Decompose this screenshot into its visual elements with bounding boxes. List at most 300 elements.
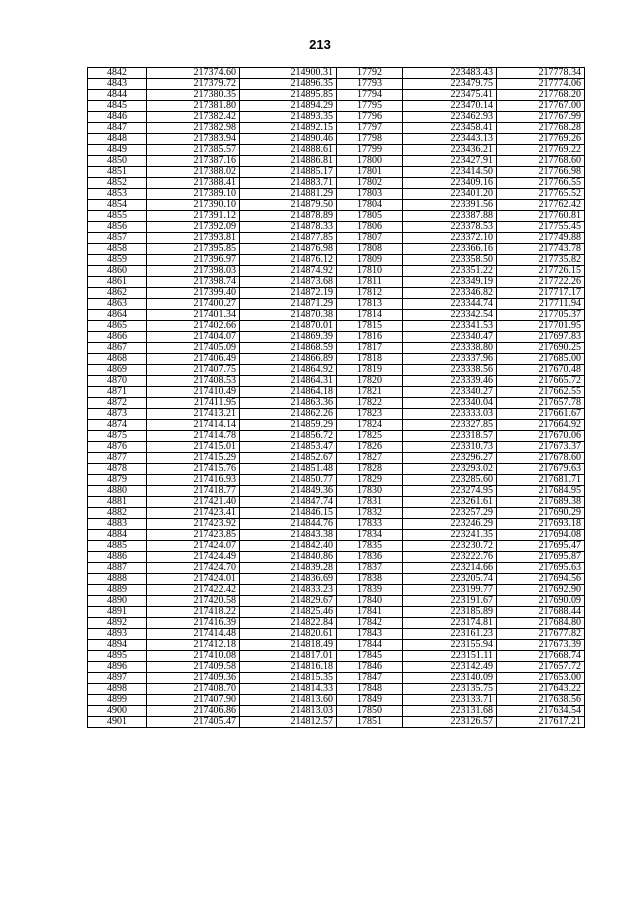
y-coordinate-left-cell: 214815.35 — [240, 673, 337, 684]
x-coordinate-right-cell: 223131.68 — [403, 706, 497, 717]
point-number-right-cell: 17798 — [337, 134, 403, 145]
point-number-right-cell: 17835 — [337, 541, 403, 552]
point-number-right-cell: 17839 — [337, 585, 403, 596]
point-number-right-cell: 17806 — [337, 222, 403, 233]
x-coordinate-right-cell: 223475.41 — [403, 90, 497, 101]
point-number-left-cell: 4895 — [88, 651, 147, 662]
y-coordinate-left-cell: 214862.26 — [240, 409, 337, 420]
x-coordinate-left-cell: 217390.10 — [147, 200, 240, 211]
x-coordinate-right-cell: 223246.29 — [403, 519, 497, 530]
table-row — [88, 178, 585, 189]
y-coordinate-right-cell: 217657.72 — [497, 662, 585, 673]
table-row — [88, 277, 585, 288]
point-number-left-cell: 4889 — [88, 585, 147, 596]
x-coordinate-left-cell: 217380.35 — [147, 90, 240, 101]
table-row — [88, 200, 585, 211]
point-number-right-cell: 17836 — [337, 552, 403, 563]
x-coordinate-left-cell: 217407.90 — [147, 695, 240, 706]
x-coordinate-left-cell: 217424.07 — [147, 541, 240, 552]
point-number-left-cell: 4896 — [88, 662, 147, 673]
y-coordinate-right-cell: 217693.18 — [497, 519, 585, 530]
y-coordinate-left-cell: 214900.31 — [240, 68, 337, 79]
table-row — [88, 222, 585, 233]
y-coordinate-right-cell: 217664.92 — [497, 420, 585, 431]
point-number-right-cell: 17802 — [337, 178, 403, 189]
y-coordinate-right-cell: 217755.45 — [497, 222, 585, 233]
x-coordinate-left-cell: 217406.49 — [147, 354, 240, 365]
x-coordinate-right-cell: 223351.22 — [403, 266, 497, 277]
y-coordinate-right-cell: 217767.99 — [497, 112, 585, 123]
y-coordinate-right-cell: 217760.81 — [497, 211, 585, 222]
x-coordinate-left-cell: 217388.02 — [147, 167, 240, 178]
point-number-right-cell: 17808 — [337, 244, 403, 255]
x-coordinate-right-cell: 223342.54 — [403, 310, 497, 321]
table-row — [88, 431, 585, 442]
point-number-right-cell: 17805 — [337, 211, 403, 222]
y-coordinate-right-cell: 217768.60 — [497, 156, 585, 167]
x-coordinate-left-cell: 217382.98 — [147, 123, 240, 134]
y-coordinate-left-cell: 214859.29 — [240, 420, 337, 431]
x-coordinate-right-cell: 223274.95 — [403, 486, 497, 497]
point-number-right-cell: 17819 — [337, 365, 403, 376]
y-coordinate-right-cell: 217717.17 — [497, 288, 585, 299]
y-coordinate-left-cell: 214864.31 — [240, 376, 337, 387]
table-row — [88, 233, 585, 244]
y-coordinate-left-cell: 214879.50 — [240, 200, 337, 211]
x-coordinate-left-cell: 217391.12 — [147, 211, 240, 222]
y-coordinate-right-cell: 217762.42 — [497, 200, 585, 211]
y-coordinate-left-cell: 214833.23 — [240, 585, 337, 596]
point-number-left-cell: 4846 — [88, 112, 147, 123]
y-coordinate-right-cell: 217705.37 — [497, 310, 585, 321]
y-coordinate-left-cell: 214851.48 — [240, 464, 337, 475]
y-coordinate-left-cell: 214895.85 — [240, 90, 337, 101]
x-coordinate-right-cell: 223205.74 — [403, 574, 497, 585]
table-row — [88, 574, 585, 585]
y-coordinate-right-cell: 217690.29 — [497, 508, 585, 519]
point-number-right-cell: 17816 — [337, 332, 403, 343]
point-number-left-cell: 4879 — [88, 475, 147, 486]
point-number-left-cell: 4852 — [88, 178, 147, 189]
table-row — [88, 420, 585, 431]
point-number-left-cell: 4884 — [88, 530, 147, 541]
point-number-right-cell: 17849 — [337, 695, 403, 706]
point-number-right-cell: 17847 — [337, 673, 403, 684]
x-coordinate-right-cell: 223338.80 — [403, 343, 497, 354]
x-coordinate-right-cell: 223458.41 — [403, 123, 497, 134]
y-coordinate-right-cell: 217679.63 — [497, 464, 585, 475]
point-number-right-cell: 17838 — [337, 574, 403, 585]
point-number-left-cell: 4900 — [88, 706, 147, 717]
x-coordinate-left-cell: 217382.42 — [147, 112, 240, 123]
table-row — [88, 365, 585, 376]
point-number-right-cell: 17820 — [337, 376, 403, 387]
point-number-right-cell: 17850 — [337, 706, 403, 717]
table-row — [88, 79, 585, 90]
y-coordinate-left-cell: 214829.67 — [240, 596, 337, 607]
y-coordinate-right-cell: 217665.72 — [497, 376, 585, 387]
y-coordinate-right-cell: 217670.06 — [497, 431, 585, 442]
y-coordinate-left-cell: 214892.15 — [240, 123, 337, 134]
point-number-left-cell: 4886 — [88, 552, 147, 563]
y-coordinate-left-cell: 214893.35 — [240, 112, 337, 123]
y-coordinate-left-cell: 214878.33 — [240, 222, 337, 233]
point-number-left-cell: 4893 — [88, 629, 147, 640]
y-coordinate-right-cell: 217690.25 — [497, 343, 585, 354]
point-number-left-cell: 4878 — [88, 464, 147, 475]
table-row — [88, 684, 585, 695]
y-coordinate-left-cell: 214869.39 — [240, 332, 337, 343]
x-coordinate-right-cell: 223333.03 — [403, 409, 497, 420]
point-number-right-cell: 17829 — [337, 475, 403, 486]
y-coordinate-left-cell: 214818.49 — [240, 640, 337, 651]
x-coordinate-left-cell: 217414.78 — [147, 431, 240, 442]
y-coordinate-left-cell: 214813.03 — [240, 706, 337, 717]
table-row — [88, 310, 585, 321]
y-coordinate-left-cell: 214878.89 — [240, 211, 337, 222]
table-row — [88, 387, 585, 398]
point-number-left-cell: 4849 — [88, 145, 147, 156]
point-number-right-cell: 17794 — [337, 90, 403, 101]
y-coordinate-right-cell: 217643.22 — [497, 684, 585, 695]
y-coordinate-left-cell: 214885.17 — [240, 167, 337, 178]
point-number-right-cell: 17841 — [337, 607, 403, 618]
x-coordinate-left-cell: 217388.41 — [147, 178, 240, 189]
y-coordinate-right-cell: 217722.26 — [497, 277, 585, 288]
x-coordinate-right-cell: 223339.46 — [403, 376, 497, 387]
x-coordinate-right-cell: 223346.82 — [403, 288, 497, 299]
table-row — [88, 453, 585, 464]
point-number-left-cell: 4851 — [88, 167, 147, 178]
table-row — [88, 497, 585, 508]
point-number-left-cell: 4898 — [88, 684, 147, 695]
table-row — [88, 640, 585, 651]
point-number-left-cell: 4856 — [88, 222, 147, 233]
x-coordinate-right-cell: 223140.09 — [403, 673, 497, 684]
point-number-left-cell: 4875 — [88, 431, 147, 442]
x-coordinate-right-cell: 223185.89 — [403, 607, 497, 618]
x-coordinate-right-cell: 223135.75 — [403, 684, 497, 695]
x-coordinate-right-cell: 223126.57 — [403, 717, 497, 728]
table-row — [88, 541, 585, 552]
table-row — [88, 211, 585, 222]
x-coordinate-left-cell: 217400.27 — [147, 299, 240, 310]
x-coordinate-left-cell: 217414.48 — [147, 629, 240, 640]
y-coordinate-left-cell: 214883.71 — [240, 178, 337, 189]
y-coordinate-left-cell: 214847.74 — [240, 497, 337, 508]
x-coordinate-right-cell: 223387.88 — [403, 211, 497, 222]
y-coordinate-left-cell: 214846.15 — [240, 508, 337, 519]
point-number-right-cell: 17834 — [337, 530, 403, 541]
y-coordinate-left-cell: 214874.92 — [240, 266, 337, 277]
point-number-right-cell: 17807 — [337, 233, 403, 244]
point-number-right-cell: 17837 — [337, 563, 403, 574]
y-coordinate-left-cell: 214876.12 — [240, 255, 337, 266]
x-coordinate-left-cell: 217393.81 — [147, 233, 240, 244]
table-row — [88, 167, 585, 178]
point-number-left-cell: 4855 — [88, 211, 147, 222]
table-row — [88, 123, 585, 134]
x-coordinate-right-cell: 223414.50 — [403, 167, 497, 178]
y-coordinate-right-cell: 217638.56 — [497, 695, 585, 706]
point-number-right-cell: 17822 — [337, 398, 403, 409]
y-coordinate-right-cell: 217766.98 — [497, 167, 585, 178]
point-number-left-cell: 4853 — [88, 189, 147, 200]
y-coordinate-left-cell: 214894.29 — [240, 101, 337, 112]
y-coordinate-right-cell: 217668.74 — [497, 651, 585, 662]
y-coordinate-right-cell: 217670.48 — [497, 365, 585, 376]
point-number-left-cell: 4876 — [88, 442, 147, 453]
y-coordinate-right-cell: 217768.20 — [497, 90, 585, 101]
point-number-right-cell: 17842 — [337, 618, 403, 629]
x-coordinate-left-cell: 217389.10 — [147, 189, 240, 200]
table-row — [88, 112, 585, 123]
y-coordinate-right-cell: 217688.44 — [497, 607, 585, 618]
y-coordinate-right-cell: 217749.88 — [497, 233, 585, 244]
x-coordinate-left-cell: 217405.09 — [147, 343, 240, 354]
x-coordinate-left-cell: 217392.09 — [147, 222, 240, 233]
x-coordinate-right-cell: 223151.11 — [403, 651, 497, 662]
x-coordinate-right-cell: 223470.14 — [403, 101, 497, 112]
table-row — [88, 266, 585, 277]
point-number-right-cell: 17832 — [337, 508, 403, 519]
y-coordinate-left-cell: 214871.29 — [240, 299, 337, 310]
table-row — [88, 607, 585, 618]
table-row — [88, 255, 585, 266]
y-coordinate-left-cell: 214890.46 — [240, 134, 337, 145]
x-coordinate-right-cell: 223241.35 — [403, 530, 497, 541]
table-row — [88, 464, 585, 475]
point-number-right-cell: 17813 — [337, 299, 403, 310]
x-coordinate-right-cell: 223338.56 — [403, 365, 497, 376]
point-number-right-cell: 17810 — [337, 266, 403, 277]
point-number-right-cell: 17812 — [337, 288, 403, 299]
point-number-left-cell: 4863 — [88, 299, 147, 310]
x-coordinate-right-cell: 223161.23 — [403, 629, 497, 640]
point-number-right-cell: 17851 — [337, 717, 403, 728]
x-coordinate-right-cell: 223340.27 — [403, 387, 497, 398]
x-coordinate-left-cell: 217410.49 — [147, 387, 240, 398]
point-number-right-cell: 17800 — [337, 156, 403, 167]
x-coordinate-left-cell: 217402.66 — [147, 321, 240, 332]
x-coordinate-right-cell: 223191.67 — [403, 596, 497, 607]
point-number-right-cell: 17844 — [337, 640, 403, 651]
y-coordinate-left-cell: 214856.72 — [240, 431, 337, 442]
point-number-left-cell: 4873 — [88, 409, 147, 420]
point-number-right-cell: 17796 — [337, 112, 403, 123]
x-coordinate-left-cell: 217418.22 — [147, 607, 240, 618]
x-coordinate-right-cell: 223337.96 — [403, 354, 497, 365]
point-number-left-cell: 4881 — [88, 497, 147, 508]
x-coordinate-left-cell: 217423.41 — [147, 508, 240, 519]
y-coordinate-right-cell: 217695.63 — [497, 563, 585, 574]
point-number-left-cell: 4866 — [88, 332, 147, 343]
y-coordinate-left-cell: 214842.40 — [240, 541, 337, 552]
x-coordinate-left-cell: 217408.70 — [147, 684, 240, 695]
y-coordinate-right-cell: 217681.71 — [497, 475, 585, 486]
point-number-left-cell: 4899 — [88, 695, 147, 706]
point-number-left-cell: 4861 — [88, 277, 147, 288]
point-number-left-cell: 4888 — [88, 574, 147, 585]
table-row — [88, 585, 585, 596]
point-number-right-cell: 17846 — [337, 662, 403, 673]
y-coordinate-left-cell: 214896.35 — [240, 79, 337, 90]
y-coordinate-right-cell: 217692.90 — [497, 585, 585, 596]
table-row — [88, 651, 585, 662]
y-coordinate-left-cell: 214812.57 — [240, 717, 337, 728]
x-coordinate-left-cell: 217409.36 — [147, 673, 240, 684]
x-coordinate-left-cell: 217415.76 — [147, 464, 240, 475]
table-row — [88, 717, 585, 728]
y-coordinate-right-cell: 217695.47 — [497, 541, 585, 552]
y-coordinate-right-cell: 217677.82 — [497, 629, 585, 640]
table-row — [88, 486, 585, 497]
x-coordinate-left-cell: 217410.08 — [147, 651, 240, 662]
x-coordinate-right-cell: 223409.16 — [403, 178, 497, 189]
point-number-right-cell: 17845 — [337, 651, 403, 662]
y-coordinate-right-cell: 217694.08 — [497, 530, 585, 541]
point-number-left-cell: 4894 — [88, 640, 147, 651]
point-number-right-cell: 17831 — [337, 497, 403, 508]
x-coordinate-left-cell: 217383.94 — [147, 134, 240, 145]
x-coordinate-left-cell: 217415.01 — [147, 442, 240, 453]
y-coordinate-right-cell: 217673.37 — [497, 442, 585, 453]
x-coordinate-left-cell: 217401.34 — [147, 310, 240, 321]
point-number-left-cell: 4892 — [88, 618, 147, 629]
x-coordinate-right-cell: 223155.94 — [403, 640, 497, 651]
x-coordinate-right-cell: 223366.16 — [403, 244, 497, 255]
x-coordinate-right-cell: 223199.77 — [403, 585, 497, 596]
coordinates-table-body — [88, 68, 585, 728]
x-coordinate-left-cell: 217424.01 — [147, 574, 240, 585]
point-number-left-cell: 4901 — [88, 717, 147, 728]
point-number-right-cell: 17804 — [337, 200, 403, 211]
point-number-left-cell: 4864 — [88, 310, 147, 321]
x-coordinate-right-cell: 223310.73 — [403, 442, 497, 453]
x-coordinate-right-cell: 223344.74 — [403, 299, 497, 310]
point-number-right-cell: 17826 — [337, 442, 403, 453]
y-coordinate-left-cell: 214876.98 — [240, 244, 337, 255]
point-number-right-cell: 17799 — [337, 145, 403, 156]
page-number: 213 — [309, 37, 331, 52]
x-coordinate-left-cell: 217416.93 — [147, 475, 240, 486]
y-coordinate-left-cell: 214820.61 — [240, 629, 337, 640]
y-coordinate-right-cell: 217769.22 — [497, 145, 585, 156]
y-coordinate-right-cell: 217735.82 — [497, 255, 585, 266]
y-coordinate-left-cell: 214825.46 — [240, 607, 337, 618]
point-number-left-cell: 4869 — [88, 365, 147, 376]
x-coordinate-right-cell: 223293.02 — [403, 464, 497, 475]
y-coordinate-left-cell: 214853.47 — [240, 442, 337, 453]
point-number-right-cell: 17830 — [337, 486, 403, 497]
x-coordinate-right-cell: 223222.76 — [403, 552, 497, 563]
y-coordinate-left-cell: 214849.36 — [240, 486, 337, 497]
point-number-right-cell: 17793 — [337, 79, 403, 90]
point-number-right-cell: 17825 — [337, 431, 403, 442]
x-coordinate-left-cell: 217408.53 — [147, 376, 240, 387]
x-coordinate-left-cell: 217412.18 — [147, 640, 240, 651]
x-coordinate-right-cell: 223391.56 — [403, 200, 497, 211]
x-coordinate-left-cell: 217385.57 — [147, 145, 240, 156]
y-coordinate-right-cell: 217768.28 — [497, 123, 585, 134]
point-number-left-cell: 4859 — [88, 255, 147, 266]
point-number-left-cell: 4868 — [88, 354, 147, 365]
point-number-right-cell: 17801 — [337, 167, 403, 178]
x-coordinate-right-cell: 223340.47 — [403, 332, 497, 343]
point-number-left-cell: 4880 — [88, 486, 147, 497]
table-row — [88, 189, 585, 200]
y-coordinate-right-cell: 217769.26 — [497, 134, 585, 145]
y-coordinate-left-cell: 214813.60 — [240, 695, 337, 706]
y-coordinate-left-cell: 214822.84 — [240, 618, 337, 629]
table-row — [88, 145, 585, 156]
x-coordinate-right-cell: 223327.85 — [403, 420, 497, 431]
x-coordinate-left-cell: 217399.40 — [147, 288, 240, 299]
point-number-left-cell: 4890 — [88, 596, 147, 607]
x-coordinate-left-cell: 217423.85 — [147, 530, 240, 541]
point-number-left-cell: 4891 — [88, 607, 147, 618]
y-coordinate-left-cell: 214888.61 — [240, 145, 337, 156]
x-coordinate-right-cell: 223427.91 — [403, 156, 497, 167]
x-coordinate-left-cell: 217405.47 — [147, 717, 240, 728]
table-row — [88, 552, 585, 563]
table-row — [88, 629, 585, 640]
x-coordinate-right-cell: 223372.10 — [403, 233, 497, 244]
y-coordinate-right-cell: 217661.67 — [497, 409, 585, 420]
x-coordinate-right-cell: 223174.81 — [403, 618, 497, 629]
table-row — [88, 343, 585, 354]
point-number-right-cell: 17818 — [337, 354, 403, 365]
y-coordinate-right-cell: 217695.87 — [497, 552, 585, 563]
table-row — [88, 68, 585, 79]
point-number-left-cell: 4842 — [88, 68, 147, 79]
point-number-left-cell: 4850 — [88, 156, 147, 167]
x-coordinate-left-cell: 217406.86 — [147, 706, 240, 717]
y-coordinate-right-cell: 217685.00 — [497, 354, 585, 365]
y-coordinate-right-cell: 217684.95 — [497, 486, 585, 497]
x-coordinate-left-cell: 217387.16 — [147, 156, 240, 167]
point-number-right-cell: 17843 — [337, 629, 403, 640]
table-row — [88, 156, 585, 167]
x-coordinate-right-cell: 223142.49 — [403, 662, 497, 673]
x-coordinate-right-cell: 223483.43 — [403, 68, 497, 79]
y-coordinate-right-cell: 217767.00 — [497, 101, 585, 112]
table-row — [88, 101, 585, 112]
point-number-left-cell: 4843 — [88, 79, 147, 90]
point-number-left-cell: 4857 — [88, 233, 147, 244]
x-coordinate-left-cell: 217423.92 — [147, 519, 240, 530]
point-number-right-cell: 17823 — [337, 409, 403, 420]
table-row — [88, 563, 585, 574]
table-row — [88, 299, 585, 310]
x-coordinate-right-cell: 223257.29 — [403, 508, 497, 519]
x-coordinate-left-cell: 217411.95 — [147, 398, 240, 409]
x-coordinate-left-cell: 217404.07 — [147, 332, 240, 343]
point-number-right-cell: 17817 — [337, 343, 403, 354]
y-coordinate-right-cell: 217766.55 — [497, 178, 585, 189]
point-number-left-cell: 4887 — [88, 563, 147, 574]
x-coordinate-left-cell: 217395.85 — [147, 244, 240, 255]
y-coordinate-left-cell: 214863.36 — [240, 398, 337, 409]
table-row — [88, 321, 585, 332]
table-row — [88, 596, 585, 607]
point-number-left-cell: 4848 — [88, 134, 147, 145]
y-coordinate-left-cell: 214817.01 — [240, 651, 337, 662]
point-number-right-cell: 17827 — [337, 453, 403, 464]
point-number-right-cell: 17814 — [337, 310, 403, 321]
table-row — [88, 332, 585, 343]
x-coordinate-left-cell: 217421.40 — [147, 497, 240, 508]
